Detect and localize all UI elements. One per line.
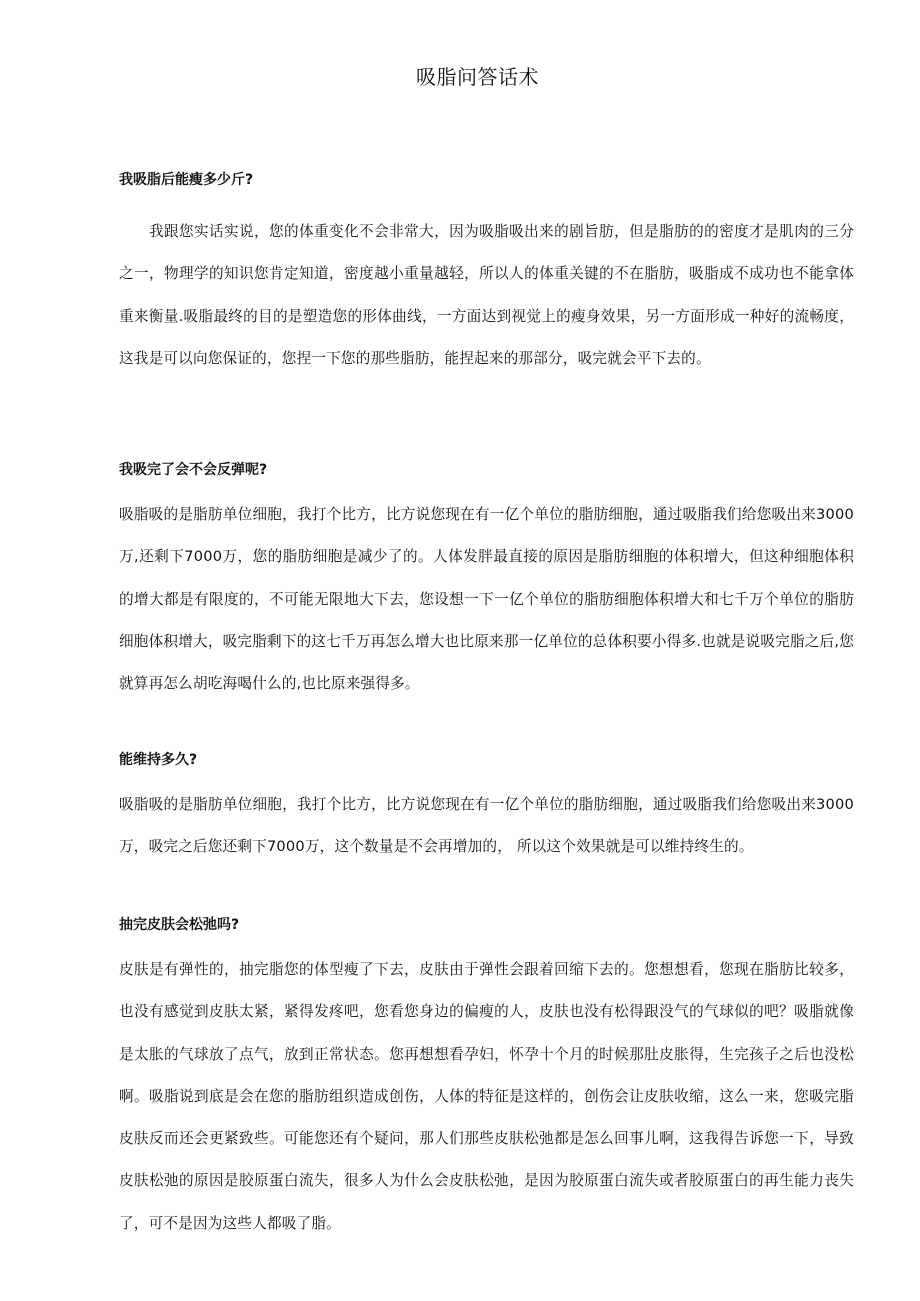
question-heading: 我吸完了会不会反弹呢?	[119, 462, 268, 478]
answer-paragraph: 我跟您实话实说，您的体重变化不会非常大，因为吸脂吸出来的剧旨肪，但是脂肪的的密度才是肌肉的三分之一，物理学的知识您肯定知道，密度越小重量越轻，所以人的体重关键的不在脂肪，吸脂成不成功也不能拿体重来衡量.吸脂最终的目的是塑造您的形体曲线，一方面达到视觉上的瘦身效果，另一方面形成一种好的流畅度，这我是可以向您保证的，您捏一下您的那些脂肪，能捏起来的那部分，吸完就会平下去的。	[119, 223, 854, 367]
answer-paragraph: 吸脂吸的是脂肪单位细胞，我打个比方，比方说您现在有一亿个单位的脂肪细胞，通过吸脂我们给您吸出来3000万，吸完之后您还剩下7000万，这个数量是不会再增加的， 所以这个效果就是可以维持终生的。	[119, 796, 854, 856]
qa-section	[119, 458, 854, 705]
question-heading: 我吸脂后能瘦多少斤?	[119, 172, 254, 188]
answer-paragraph: 吸脂吸的是脂肪单位细胞，我打个比方，比方说您现在有一亿个单位的脂肪细胞，通过吸脂我们给您吸出来3000万,还剩下7000万，您的脂肪细胞是减少了的。人体发胖最直接的原因是脂肪细胞的体积增大，但这种细胞体积的增大都是有限度的，不可能无限地大下去，您设想一下一亿个单位的脂肪细胞体积增大和七千万个单位的脂肪细胞体积增大，吸完脂剩下的这七千万再怎么增大也比原来那一亿单位的总体积要小得多.也就是说吸完脂之后,您就算再怎么胡吃海喝什么的,也比原来强得多。	[119, 506, 854, 693]
qa-section	[119, 168, 854, 380]
answer-paragraph: 皮肤是有弹性的，抽完脂您的体型瘦了下去，皮肤由于弹性会跟着回缩下去的。您想想看，您现在脂肪比较多，也没有感觉到皮肤太紧，紧得发疼吧，您看您身边的偏瘦的人，皮肤也没有松得跟没气的气球似的吧？吸脂就像是太胀的气球放了点气，放到正常状态。您再想想看孕妇，怀孕十个月的时候那肚皮胀得，生完孩子之后也没松啊。吸脂说到底是会在您的脂肪组织造成创伤，人体的特征是这样的，创伤会让皮肤收缩，这么一来，您吸完脂皮肤反而还会更紧致些。可能您还有个疑问，那人们那些皮肤松弛都是怎么回事儿啊，这我得告诉您一下，导致皮肤松弛的原因是胶原蛋白流失，很多人为什么会皮肤松弛，是因为胶原蛋白流失或者胶原蛋白的再生能力丧失了，可不是因为这些人都吸了脂。	[119, 961, 854, 1232]
question-heading: 能维持多久?	[119, 752, 198, 768]
qa-section	[119, 913, 854, 1245]
document-title: 吸脂问答话术	[416, 65, 539, 89]
question-heading: 抽完皮肤会松弛吗?	[119, 917, 240, 933]
qa-section	[119, 748, 854, 869]
